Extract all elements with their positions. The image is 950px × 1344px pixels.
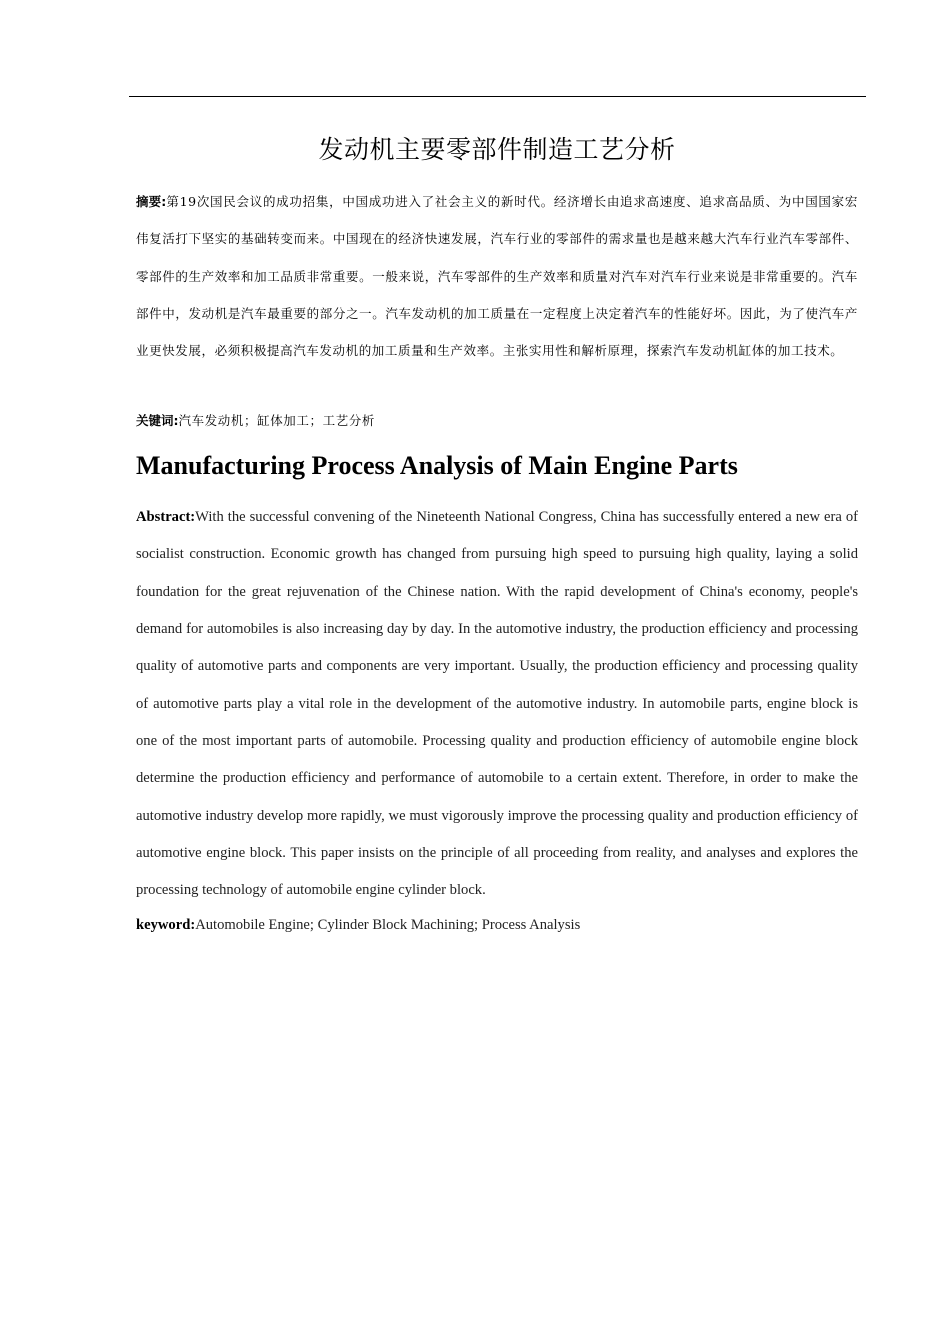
english-keywords-text: Automobile Engine; Cylinder Block Machining; Process Analysis	[195, 917, 581, 933]
english-title: Manufacturing Process Analysis of Main Engine Parts	[136, 451, 738, 480]
chinese-keywords-label: 关键词:	[136, 413, 179, 428]
english-abstract-label: Abstract:	[136, 509, 196, 525]
chinese-keywords-text: 汽车发动机；缸体加工；工艺分析	[178, 413, 376, 428]
chinese-abstract-label: 摘要:	[136, 194, 167, 209]
chinese-keywords	[136, 409, 858, 433]
english-keywords-label: keyword:	[136, 917, 196, 933]
header-rule	[129, 96, 866, 97]
chinese-abstract-text: 第19次国民会议的成功招集，中国成功进入了社会主义的新时代。经济增长由追求高速度、追求高品质、为中国国家宏伟复活打下坚实的基础转变而来。中国现在的经济快速发展，汽车行业的零部件的需求量也是越来越大汽车行业汽车零部件、零部件的生产效率和加工品质非常重要。一般来说，汽车零部件的生产效率和质量对汽车对汽车行业来说是非常重要的。汽车部件中，发动机是汽车最重要的部分之一。汽车发动机的加工质量在一定程度上决定着汽车的性能好坏。因此，为了使汽车产业更快发展，必须积极提高汽车发动机的加工质量和生产效率。主张实用性和解析原理，探索汽车发动机缸体的加工技术。	[136, 194, 858, 359]
chinese-title: 发动机主要零部件制造工艺分析	[318, 135, 676, 164]
english-abstract-text: With the successful convening of the Nineteenth National Congress, China has successfully entered a new era of socialist construction. Economic growth has changed from pursuing high speed to pursuing high quality, laying a solid foundation for the great rejuvenation of the Chinese nation. With the rapid development of China's economy, people's demand for automobiles is also increasing day by day. In the automotive industry, the production efficiency and processing quality of automotive parts and components are very important. Usually, the production efficiency and processing quality of automotive parts play a vital role in the development of the automotive industry. In automobile parts, engine block is one of the most important parts of automobile. Processing quality and production efficiency of automobile engine block determine the production efficiency and performance of automobile to a certain extent. Therefore, in order to make the automotive industry develop more rapidly, we must vigorously improve the processing quality and production efficiency of automotive engine block. This paper insists on the principle of all proceeding from reality, and analyses and explores the processing technology of automobile engine cylinder block.	[136, 509, 858, 899]
english-abstract	[136, 499, 858, 910]
chinese-abstract	[136, 183, 858, 369]
english-keywords	[136, 913, 858, 937]
